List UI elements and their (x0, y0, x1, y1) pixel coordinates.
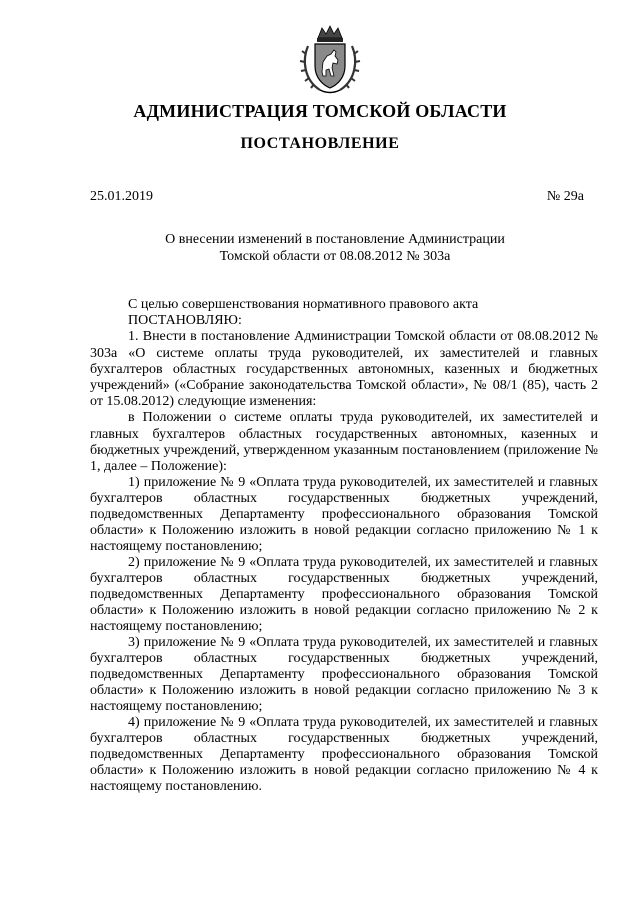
tomsk-coat-of-arms-icon (298, 24, 362, 96)
list-item: 4) приложение № 9 «Оплата труда руководителей, их заместителей и главных бухгалтеров областных государственных бюджетных учреждений, подведомственных Департаменту профессионального образования Томской области» к Положению изложить в новой редакции согласно приложению № 4 к настоящему постановлению. (90, 715, 598, 795)
document-type: ПОСТАНОВЛЕНИЕ (240, 135, 400, 152)
decree-word: ПОСТАНОВЛЯЮ: (128, 313, 242, 329)
document-subject (150, 231, 520, 265)
document-date: 25.01.2019 (90, 189, 153, 204)
list-item: 3) приложение № 9 «Оплата труда руководителей, их заместителей и главных бухгалтеров областных государственных бюджетных учреждений, подведомственных Департаменту профессионального образования Томской области» к Положению изложить в новой редакции согласно приложению № 3 к настоящему постановлению; (90, 635, 598, 715)
clause-1: 1. Внести в постановление Администрации Томской области от 08.08.2012 № 303а «О системе оплаты труда руководителей, их заместителей и главных бухгалтеров областных государственных автономных, казенных и бюджетных учреждений» («Собрание законодательства Томской области», № 08/1 (85), часть 2 от 15.08.2012) следующие изменения: (90, 329, 598, 410)
clause-regulation: в Положении о системе оплаты труда руководителей, их заместителей и главных бухгалтеров областных государственных автономных, казенных и бюджетных учреждений, утвержденном указанным постановлением (приложение № 1, далее – Положение): (90, 410, 598, 475)
organization-title: АДМИНИСТРАЦИЯ ТОМСКОЙ ОБЛАСТИ (133, 101, 507, 121)
intro-paragraph: С целью совершенствования нормативного правового акта (128, 297, 479, 312)
subject-line-1: О внесении изменений в постановление Администрации (165, 232, 505, 247)
document-number: № 29а (546, 189, 584, 204)
list-item: 1) приложение № 9 «Оплата труда руководителей, их заместителей и главных бухгалтеров областных государственных бюджетных учреждений, подведомственных Департаменту профессионального образования Томской области» к Положению изложить в новой редакции согласно приложению № 1 к настоящему постановлению; (90, 475, 598, 555)
subject-line-2: Томской области от 08.08.2012 № 303а (219, 249, 451, 264)
document-body (90, 297, 598, 795)
list-item: 2) приложение № 9 «Оплата труда руководителей, их заместителей и главных бухгалтеров областных государственных бюджетных учреждений, подведомственных Департаменту профессионального образования Томской области» к Положению изложить в новой редакции согласно приложению № 2 к настоящему постановлению; (90, 555, 598, 635)
